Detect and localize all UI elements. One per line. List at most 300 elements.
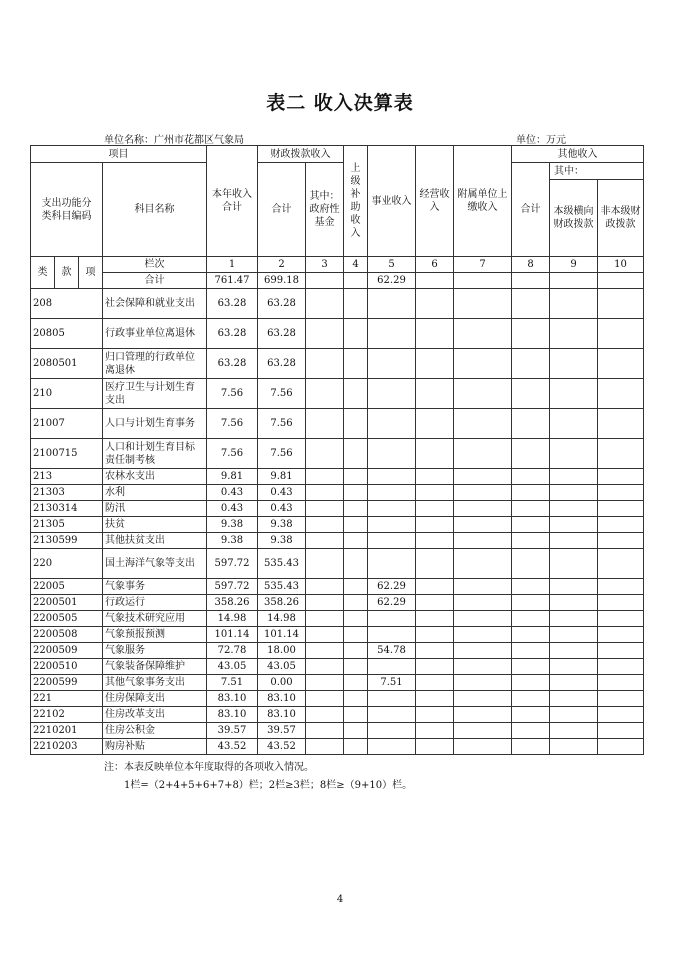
header-same-level: 本级横向财政拨款 xyxy=(550,180,598,257)
header-other-among: 其中： xyxy=(550,163,644,180)
table-row xyxy=(31,595,644,611)
row-empty-cell xyxy=(550,517,598,533)
row-empty-cell xyxy=(512,659,550,675)
row-empty-cell xyxy=(598,501,644,517)
row-empty-cell xyxy=(598,691,644,707)
row-code: 2200508 xyxy=(31,627,103,643)
row-empty-cell xyxy=(416,289,454,319)
table-row xyxy=(31,469,644,485)
row-empty-cell xyxy=(454,439,512,469)
row-empty-cell xyxy=(454,739,512,755)
row-empty-cell xyxy=(416,485,454,501)
row-business: 54.78 xyxy=(368,643,416,659)
row-empty-cell xyxy=(416,675,454,691)
row-empty-cell xyxy=(416,549,454,579)
row-business xyxy=(368,533,416,549)
row-empty-cell xyxy=(344,595,368,611)
row-empty-cell xyxy=(598,675,644,691)
row-empty-cell xyxy=(598,611,644,627)
row-empty-cell xyxy=(512,409,550,439)
row-empty-cell xyxy=(550,439,598,469)
row-name: 气象服务 xyxy=(103,643,207,659)
row-empty-cell xyxy=(512,289,550,319)
row-empty-cell xyxy=(550,691,598,707)
col-num: 3 xyxy=(306,257,344,273)
row-empty-cell xyxy=(306,611,344,627)
total-row xyxy=(31,273,644,289)
row-empty-cell xyxy=(344,439,368,469)
row-fiscal-total: 9.38 xyxy=(258,533,306,549)
row-empty-cell xyxy=(306,659,344,675)
row-empty-cell xyxy=(598,579,644,595)
header-business: 事业收入 xyxy=(368,146,416,257)
row-empty-cell xyxy=(416,469,454,485)
header-gov-fund: 其中：政府性基金 xyxy=(306,163,344,257)
row-business xyxy=(368,319,416,349)
row-empty-cell xyxy=(512,707,550,723)
row-empty-cell xyxy=(512,319,550,349)
header-upper-subsidy: 上级补助收入 xyxy=(344,146,368,257)
row-empty-cell xyxy=(512,675,550,691)
row-total-income: 101.14 xyxy=(207,627,258,643)
row-fiscal-total: 7.56 xyxy=(258,439,306,469)
row-total-income: 39.57 xyxy=(207,723,258,739)
row-empty-cell xyxy=(454,723,512,739)
row-empty-cell xyxy=(344,723,368,739)
row-empty-cell xyxy=(550,409,598,439)
row-code: 2200505 xyxy=(31,611,103,627)
table-row xyxy=(31,409,644,439)
row-name: 人口与计划生育事务 xyxy=(103,409,207,439)
row-empty-cell xyxy=(512,501,550,517)
total-c1: 761.47 xyxy=(207,273,258,289)
row-total-income: 0.43 xyxy=(207,485,258,501)
row-name: 住房保障支出 xyxy=(103,691,207,707)
row-empty-cell xyxy=(550,723,598,739)
row-total-income: 7.56 xyxy=(207,379,258,409)
row-empty-cell xyxy=(550,533,598,549)
row-code: 2200510 xyxy=(31,659,103,675)
table-row xyxy=(31,659,644,675)
row-empty-cell xyxy=(344,659,368,675)
row-empty-cell xyxy=(550,349,598,379)
row-empty-cell xyxy=(454,549,512,579)
col-num: 5 xyxy=(368,257,416,273)
row-empty-cell xyxy=(416,379,454,409)
row-total-income: 43.05 xyxy=(207,659,258,675)
table-row xyxy=(31,739,644,755)
col-num: 4 xyxy=(344,257,368,273)
row-code: 220 xyxy=(31,549,103,579)
table-row xyxy=(31,485,644,501)
row-empty-cell xyxy=(598,549,644,579)
header-lanci: 栏次 xyxy=(103,257,207,273)
note-line-2: 1栏=（2+4+5+6+7+8）栏；2栏≥3栏；8栏≥（9+10）栏。 xyxy=(124,780,413,791)
row-empty-cell xyxy=(344,549,368,579)
row-empty-cell xyxy=(416,611,454,627)
row-business xyxy=(368,485,416,501)
row-empty-cell xyxy=(344,643,368,659)
col-num: 6 xyxy=(416,257,454,273)
row-empty-cell xyxy=(416,691,454,707)
header-item: 项目 xyxy=(31,146,207,163)
row-fiscal-total: 9.38 xyxy=(258,517,306,533)
row-name: 归口管理的行政单位离退休 xyxy=(103,349,207,379)
row-fiscal-total: 0.00 xyxy=(258,675,306,691)
header-non-same-level: 非本级财政拨款 xyxy=(598,180,644,257)
row-empty-cell xyxy=(598,409,644,439)
row-fiscal-total: 14.98 xyxy=(258,611,306,627)
row-empty-cell xyxy=(598,469,644,485)
row-business xyxy=(368,659,416,675)
row-empty-cell xyxy=(454,517,512,533)
row-code: 2200501 xyxy=(31,595,103,611)
row-empty-cell xyxy=(416,533,454,549)
row-empty-cell xyxy=(306,691,344,707)
row-name: 其他气象事务支出 xyxy=(103,675,207,691)
row-empty-cell xyxy=(344,691,368,707)
row-empty-cell xyxy=(416,409,454,439)
row-empty-cell xyxy=(416,595,454,611)
row-empty-cell xyxy=(416,659,454,675)
row-code: 208 xyxy=(31,289,103,319)
row-code: 22102 xyxy=(31,707,103,723)
row-fiscal-total: 63.28 xyxy=(258,349,306,379)
row-empty-cell xyxy=(344,517,368,533)
row-empty-cell xyxy=(344,485,368,501)
row-business xyxy=(368,549,416,579)
header-code-label: 支出功能分类科目编码 xyxy=(31,163,103,257)
table-row xyxy=(31,691,644,707)
row-empty-cell xyxy=(344,611,368,627)
header-other: 其他收入 xyxy=(512,146,644,163)
row-empty-cell xyxy=(550,643,598,659)
header-fiscal: 财政拨款收入 xyxy=(258,146,344,163)
row-empty-cell xyxy=(344,675,368,691)
row-total-income: 14.98 xyxy=(207,611,258,627)
row-empty-cell xyxy=(306,379,344,409)
row-name: 社会保障和就业支出 xyxy=(103,289,207,319)
row-empty-cell xyxy=(454,469,512,485)
row-empty-cell xyxy=(416,643,454,659)
row-empty-cell xyxy=(454,379,512,409)
col-number-row xyxy=(31,257,644,273)
row-empty-cell xyxy=(550,627,598,643)
row-empty-cell xyxy=(550,675,598,691)
row-name: 行政事业单位离退休 xyxy=(103,319,207,349)
header-operating: 经营收入 xyxy=(416,146,454,257)
row-code: 210 xyxy=(31,379,103,409)
row-empty-cell xyxy=(598,595,644,611)
row-name: 住房公积金 xyxy=(103,723,207,739)
row-name: 防汛 xyxy=(103,501,207,517)
row-total-income: 7.51 xyxy=(207,675,258,691)
row-code: 2200599 xyxy=(31,675,103,691)
row-empty-cell xyxy=(598,707,644,723)
row-empty-cell xyxy=(550,739,598,755)
table-row xyxy=(31,533,644,549)
row-business xyxy=(368,739,416,755)
row-empty-cell xyxy=(454,595,512,611)
row-empty-cell xyxy=(454,349,512,379)
row-fiscal-total: 9.81 xyxy=(258,469,306,485)
row-business xyxy=(368,379,416,409)
row-empty-cell xyxy=(512,611,550,627)
row-name: 行政运行 xyxy=(103,595,207,611)
row-empty-cell xyxy=(306,549,344,579)
row-total-income: 43.52 xyxy=(207,739,258,755)
row-name: 扶贫 xyxy=(103,517,207,533)
header-xiang: 项 xyxy=(79,257,103,289)
row-empty-cell xyxy=(512,691,550,707)
row-name: 气象预报预测 xyxy=(103,627,207,643)
table-row xyxy=(31,675,644,691)
row-empty-cell xyxy=(550,549,598,579)
row-empty-cell xyxy=(344,579,368,595)
row-empty-cell xyxy=(344,739,368,755)
row-empty-cell xyxy=(512,643,550,659)
row-business xyxy=(368,723,416,739)
row-empty-cell xyxy=(454,627,512,643)
row-empty-cell xyxy=(416,517,454,533)
row-fiscal-total: 535.43 xyxy=(258,579,306,595)
row-name: 购房补贴 xyxy=(103,739,207,755)
table-row xyxy=(31,517,644,533)
row-name: 住房改革支出 xyxy=(103,707,207,723)
row-fiscal-total: 101.14 xyxy=(258,627,306,643)
row-empty-cell xyxy=(454,319,512,349)
row-empty-cell xyxy=(550,379,598,409)
row-code: 2210203 xyxy=(31,739,103,755)
row-empty-cell xyxy=(598,643,644,659)
row-code: 2100715 xyxy=(31,439,103,469)
row-empty-cell xyxy=(550,659,598,675)
row-empty-cell xyxy=(454,533,512,549)
row-business xyxy=(368,439,416,469)
row-empty-cell xyxy=(306,501,344,517)
row-name: 其他扶贫支出 xyxy=(103,533,207,549)
row-empty-cell xyxy=(598,349,644,379)
row-empty-cell xyxy=(598,739,644,755)
row-empty-cell xyxy=(306,707,344,723)
row-empty-cell xyxy=(512,739,550,755)
row-empty-cell xyxy=(454,485,512,501)
row-total-income: 83.10 xyxy=(207,707,258,723)
table-row xyxy=(31,289,644,319)
table-row xyxy=(31,643,644,659)
row-empty-cell xyxy=(598,723,644,739)
row-empty-cell xyxy=(512,349,550,379)
row-name: 气象技术研究应用 xyxy=(103,611,207,627)
row-total-income: 597.72 xyxy=(207,549,258,579)
col-num: 1 xyxy=(207,257,258,273)
row-empty-cell xyxy=(344,707,368,723)
row-name: 医疗卫生与计划生育支出 xyxy=(103,379,207,409)
header-fiscal-total: 合计 xyxy=(258,163,306,257)
table-row xyxy=(31,707,644,723)
table-row xyxy=(31,349,644,379)
unit-label: 单位：万元 xyxy=(516,135,566,146)
row-empty-cell xyxy=(550,469,598,485)
row-code: 2210201 xyxy=(31,723,103,739)
table-row xyxy=(31,627,644,643)
row-empty-cell xyxy=(550,707,598,723)
row-empty-cell xyxy=(344,533,368,549)
header-lei: 类 xyxy=(31,257,55,289)
row-empty-cell xyxy=(416,723,454,739)
row-empty-cell xyxy=(306,485,344,501)
row-empty-cell xyxy=(454,611,512,627)
col-num: 9 xyxy=(550,257,598,273)
row-empty-cell xyxy=(550,501,598,517)
row-code: 22005 xyxy=(31,579,103,595)
row-total-income: 9.38 xyxy=(207,517,258,533)
row-name: 气象事务 xyxy=(103,579,207,595)
row-empty-cell xyxy=(598,289,644,319)
unit-name: 单位名称：广州市花都区气象局 xyxy=(104,135,244,146)
table-row xyxy=(31,549,644,579)
row-name: 国土海洋气象等支出 xyxy=(103,549,207,579)
row-fiscal-total: 535.43 xyxy=(258,549,306,579)
header-total-income: 本年收入合计 xyxy=(207,146,258,257)
row-empty-cell xyxy=(416,501,454,517)
row-empty-cell xyxy=(550,611,598,627)
row-empty-cell xyxy=(344,289,368,319)
total-label: 合计 xyxy=(103,273,207,289)
row-empty-cell xyxy=(598,439,644,469)
row-name: 农林水支出 xyxy=(103,469,207,485)
total-c2: 699.18 xyxy=(258,273,306,289)
row-business: 7.51 xyxy=(368,675,416,691)
row-total-income: 9.38 xyxy=(207,533,258,549)
table-row xyxy=(31,319,644,349)
row-empty-cell xyxy=(512,533,550,549)
row-fiscal-total: 0.43 xyxy=(258,501,306,517)
header-kuan: 款 xyxy=(55,257,79,289)
row-empty-cell xyxy=(306,627,344,643)
row-empty-cell xyxy=(550,579,598,595)
row-total-income: 597.72 xyxy=(207,579,258,595)
row-empty-cell xyxy=(306,595,344,611)
row-empty-cell xyxy=(416,319,454,349)
row-empty-cell xyxy=(306,439,344,469)
row-code: 2130314 xyxy=(31,501,103,517)
row-empty-cell xyxy=(344,501,368,517)
table-row xyxy=(31,379,644,409)
row-empty-cell xyxy=(512,723,550,739)
row-business xyxy=(368,289,416,319)
table-row xyxy=(31,723,644,739)
table-row xyxy=(31,439,644,469)
row-business: 62.29 xyxy=(368,595,416,611)
row-empty-cell xyxy=(416,349,454,379)
row-empty-cell xyxy=(416,627,454,643)
row-empty-cell xyxy=(306,517,344,533)
row-total-income: 72.78 xyxy=(207,643,258,659)
row-empty-cell xyxy=(306,675,344,691)
row-code: 21305 xyxy=(31,517,103,533)
row-total-income: 7.56 xyxy=(207,409,258,439)
row-empty-cell xyxy=(344,379,368,409)
row-empty-cell xyxy=(598,485,644,501)
col-num: 2 xyxy=(258,257,306,273)
row-fiscal-total: 358.26 xyxy=(258,595,306,611)
row-total-income: 63.28 xyxy=(207,349,258,379)
row-business: 62.29 xyxy=(368,579,416,595)
row-empty-cell xyxy=(344,319,368,349)
row-empty-cell xyxy=(512,579,550,595)
header-affiliate: 附属单位上缴收入 xyxy=(454,146,512,257)
note-line-1: 注：本表反映单位本年度取得的各项收入情况。 xyxy=(104,762,314,773)
row-total-income: 63.28 xyxy=(207,319,258,349)
row-empty-cell xyxy=(512,485,550,501)
row-total-income: 63.28 xyxy=(207,289,258,319)
row-empty-cell xyxy=(306,289,344,319)
row-empty-cell xyxy=(344,469,368,485)
row-empty-cell xyxy=(512,549,550,579)
row-empty-cell xyxy=(598,533,644,549)
row-empty-cell xyxy=(454,643,512,659)
row-business xyxy=(368,707,416,723)
row-empty-cell xyxy=(416,739,454,755)
row-empty-cell xyxy=(512,595,550,611)
table-row xyxy=(31,501,644,517)
row-name: 气象装备保障维护 xyxy=(103,659,207,675)
row-empty-cell xyxy=(512,517,550,533)
row-total-income: 83.10 xyxy=(207,691,258,707)
row-empty-cell xyxy=(306,319,344,349)
row-empty-cell xyxy=(454,289,512,319)
row-business xyxy=(368,501,416,517)
row-empty-cell xyxy=(344,627,368,643)
row-business xyxy=(368,349,416,379)
row-empty-cell xyxy=(512,379,550,409)
row-business xyxy=(368,611,416,627)
row-code: 213 xyxy=(31,469,103,485)
row-fiscal-total: 7.56 xyxy=(258,379,306,409)
row-empty-cell xyxy=(598,659,644,675)
row-code: 2200509 xyxy=(31,643,103,659)
row-empty-cell xyxy=(598,627,644,643)
row-business xyxy=(368,469,416,485)
row-total-income: 9.81 xyxy=(207,469,258,485)
income-table xyxy=(30,145,644,755)
row-empty-cell xyxy=(512,627,550,643)
row-fiscal-total: 43.52 xyxy=(258,739,306,755)
row-empty-cell xyxy=(306,579,344,595)
row-empty-cell xyxy=(550,595,598,611)
row-empty-cell xyxy=(416,579,454,595)
row-business xyxy=(368,409,416,439)
row-empty-cell xyxy=(344,409,368,439)
row-code: 20805 xyxy=(31,319,103,349)
col-num: 10 xyxy=(598,257,644,273)
table-row xyxy=(31,579,644,595)
row-total-income: 0.43 xyxy=(207,501,258,517)
row-fiscal-total: 0.43 xyxy=(258,485,306,501)
row-code: 2130599 xyxy=(31,533,103,549)
row-empty-cell xyxy=(454,409,512,439)
row-fiscal-total: 63.28 xyxy=(258,319,306,349)
header-other-total: 合计 xyxy=(512,163,550,257)
row-empty-cell xyxy=(550,485,598,501)
row-fiscal-total: 83.10 xyxy=(258,707,306,723)
row-empty-cell xyxy=(306,349,344,379)
row-fiscal-total: 7.56 xyxy=(258,409,306,439)
row-code: 221 xyxy=(31,691,103,707)
row-empty-cell xyxy=(344,349,368,379)
row-empty-cell xyxy=(598,517,644,533)
